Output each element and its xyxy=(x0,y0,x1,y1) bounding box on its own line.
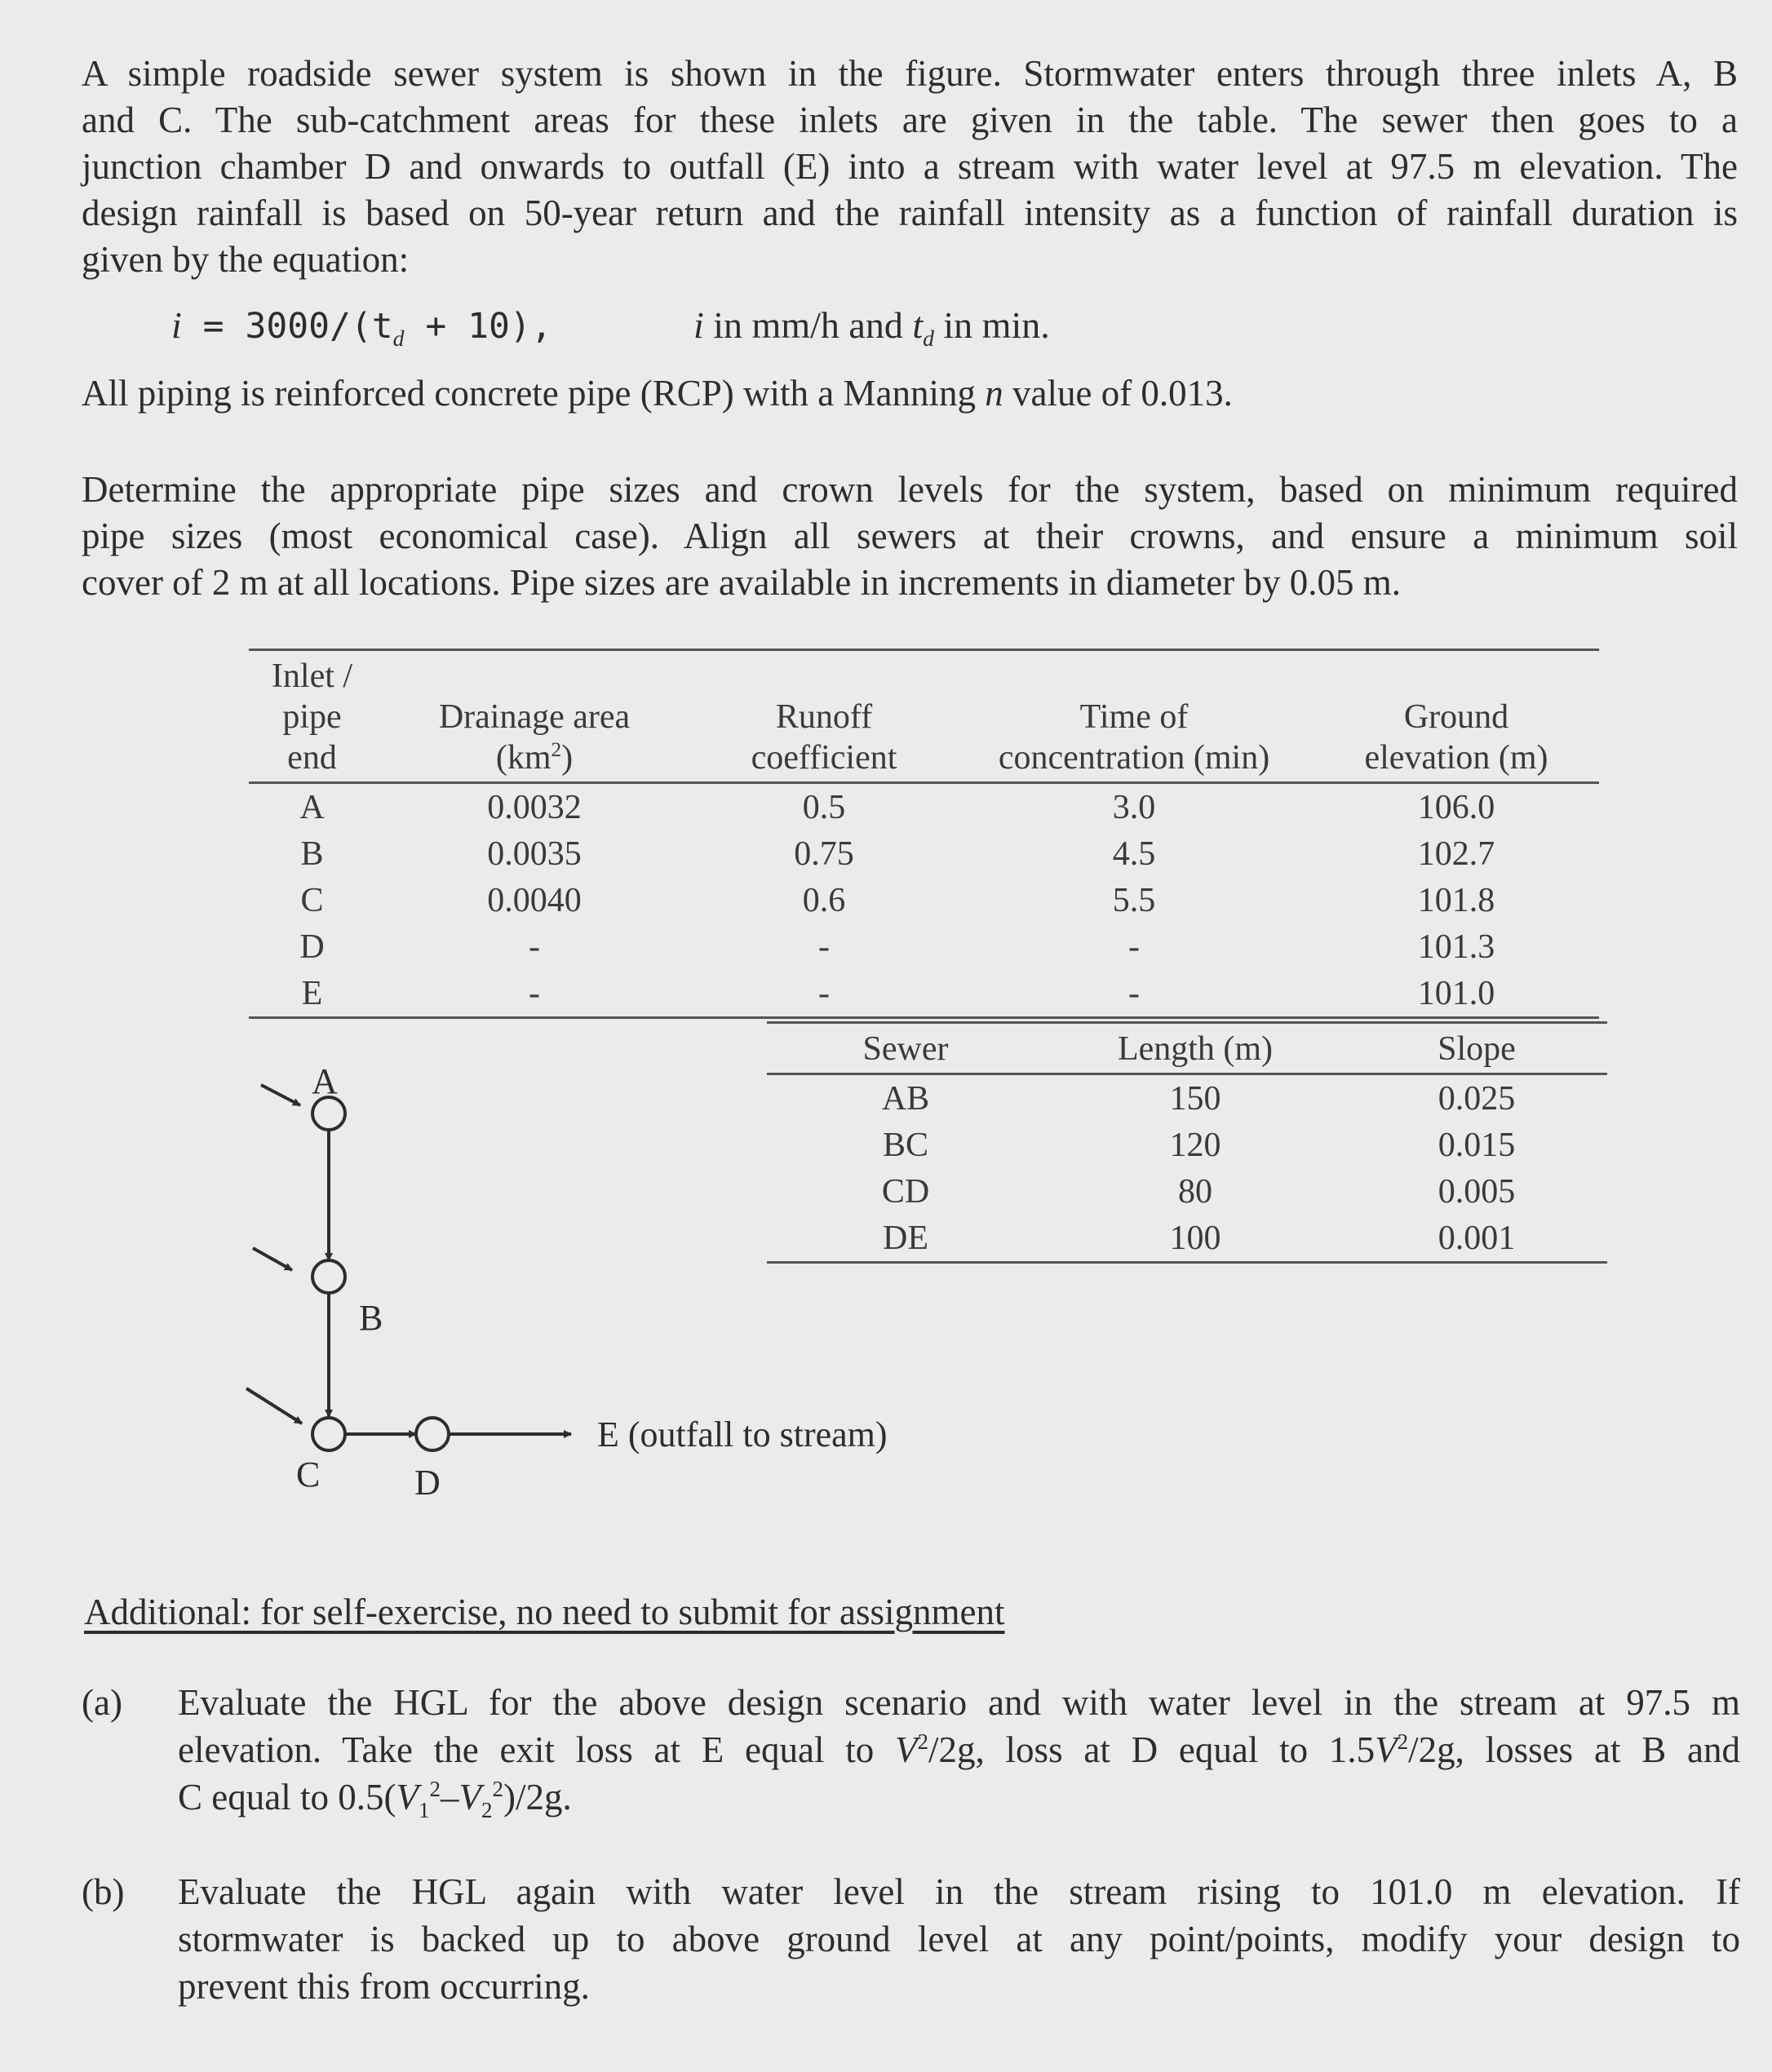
label-c: C xyxy=(296,1454,321,1494)
manhole-c xyxy=(312,1418,345,1450)
task-paragraph xyxy=(82,467,1738,606)
table-row: A 0.0032 0.5 3.0 106.0 xyxy=(299,788,1495,826)
intro-line: given by the equation: xyxy=(82,239,410,280)
inlet-arrow-b xyxy=(253,1248,292,1270)
col-header-area: Drainage area $(km^2)$ xyxy=(375,650,693,783)
label-d: D xyxy=(414,1463,441,1503)
sewer-network-diagram xyxy=(220,1048,955,1521)
col-header-length: Length (m) xyxy=(1044,1023,1346,1074)
piping-statement: All piping is reinforced concrete pipe (RCP) with a Manning n value of 0.013. xyxy=(82,373,1233,414)
question-a-label: (a) xyxy=(82,1682,122,1723)
col-header-ground: Ground elevation (m) xyxy=(1313,650,1599,783)
table-row: AB 150 0.025 xyxy=(881,1079,1516,1118)
table-row: D - - - 101.3 xyxy=(299,928,1495,966)
additional-title: Additional: for self-exercise, no need to submit for assignment xyxy=(84,1592,1005,1632)
col-header-sewer: Sewer xyxy=(767,1023,1044,1074)
problem-sheet: A simple roadside sewer system is shown in the figure. Stormwater enters through three inlets A, B and C. The sub-catchment areas for these inlets are given in the table. The sewer then goes to a junction chamber D and onwards to outfall (E) into a stream with water level at 97.5 m elevation. The design rainfall is based on 50-year return and the rainfall intensity as a function of rainfall duration is given by the equation: $i = 3000/(t_d + 10)$, i in mm/h and $t_d$ in min. All piping is reinforced concrete pipe (RCP) with a Manning n value of 0.013. Determine the appropriate pipe sizes and crown levels for the system, based on minimum required pipe sizes (most economical case). Align all sewers at their crowns, and ensure a minimum soil cover of 2 m at all locations. Pipe sizes are available in increments in diameter by 0.05 m. Inlet / pipe end Drainage area $(km^2)$ Runoff coefficient Time of concentration (min) Ground elevation (m) A 0.0032 0.5 3.0 106.0 B 0.0035 0.75 4.5 102.7 C 0.0040 0.6 5.5 101.8 D - - - 101.3 E - - - 101.0 Sewer Length (m) Slope AB 150 0.025 BC 120 0.015 CD 80 0.005 DE 100 0.001 A B C D E (outfall to stream) Additional: for self-exercise, no need to submit for assignment (a) Evaluate the HGL for the above design scenario and with water level in the stream at 97.5 m elevation. Take the exit loss at E equal to $V^2/2g$, loss at D equal to $1.5V^2/2g$, losses at B and C equal to $0.5(V_1^2-V_2^2)/2g$. (b) Evaluate the HGL again with water level in the stream rising to 101.0 m elevation. If stormwater is backed up to above ground level at any point/points, modify your design to prevent this from occurring. xyxy=(0,0,1772,2072)
table-row: B 0.0035 0.75 4.5 102.7 xyxy=(300,835,1495,873)
rainfall-equation: $i = 3000/(t_d + 10)$, xyxy=(171,304,552,352)
task-line: pipe sizes (most economical case). Align all sewers at their crowns, and ensure a minimum soil xyxy=(82,516,1738,556)
manhole-a xyxy=(312,1097,345,1130)
junction-d xyxy=(416,1418,449,1450)
table-row: E - - - 101.0 xyxy=(301,974,1495,1012)
table-row: CD 80 0.005 xyxy=(881,1172,1516,1211)
intro-line: and C. The sub-catchment areas for these inlets are given in the table. The sewer then goes to a xyxy=(82,100,1738,140)
inlet-arrow-a xyxy=(261,1085,300,1105)
label-a: A xyxy=(312,1061,338,1101)
question-b-label: (b) xyxy=(82,1871,125,1912)
label-b: B xyxy=(359,1298,383,1338)
equation-units: i in mm/h and $t_d$ in min. xyxy=(693,304,1050,352)
col-header-inlet: Inlet / pipe end xyxy=(249,650,375,783)
table-row: C 0.0040 0.6 5.5 101.8 xyxy=(300,881,1495,919)
inlet-arrow-c xyxy=(246,1388,302,1423)
catchment-table xyxy=(249,649,1599,1019)
intro-line: A simple roadside sewer system is shown in the figure. Stormwater enters through three inlets A, B xyxy=(82,53,1738,94)
table-row: BC 120 0.015 xyxy=(882,1126,1516,1164)
col-header-slope: Slope xyxy=(1346,1023,1607,1074)
manhole-b xyxy=(312,1260,345,1293)
table-header-row xyxy=(249,650,1599,783)
table-row: DE 100 0.001 xyxy=(883,1219,1516,1257)
intro-line: junction chamber D and onwards to outfall (E) into a stream with water level at 97.5 m elevation. The xyxy=(82,146,1738,187)
col-header-toc: Time of concentration (min) xyxy=(955,650,1313,783)
intro-paragraph xyxy=(82,51,1738,283)
label-e: E (outfall to stream) xyxy=(597,1415,888,1454)
task-line: cover of 2 m at all locations. Pipe sizes are available in increments in diameter by 0.05 m. xyxy=(82,562,1401,603)
intro-line: design rainfall is based on 50-year return and the rainfall intensity as a function of rainfall duration is xyxy=(82,193,1738,233)
col-header-runoff: Runoff coefficient xyxy=(693,650,955,783)
task-line: Determine the appropriate pipe sizes and crown levels for the system, based on minimum required xyxy=(82,469,1738,510)
